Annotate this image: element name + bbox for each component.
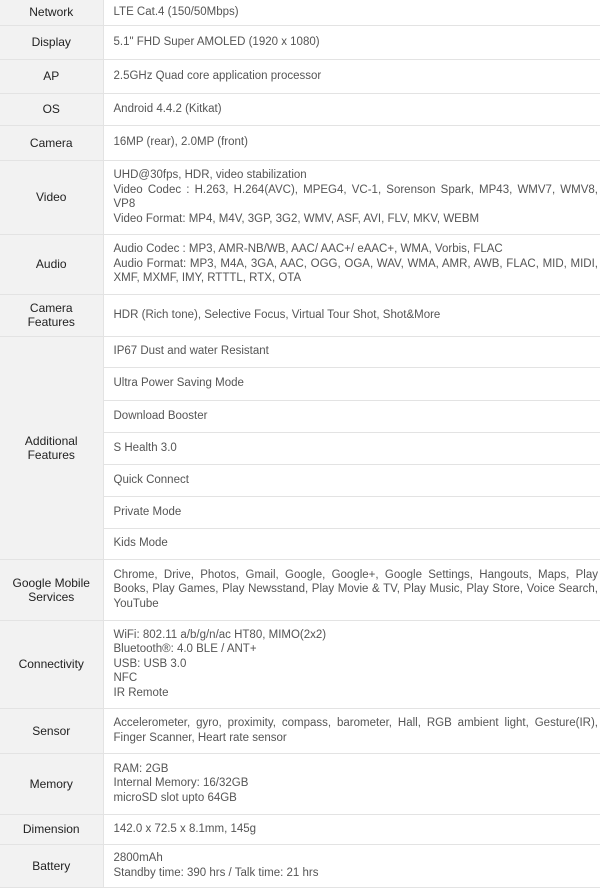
spec-value-line: NFC	[114, 671, 599, 686]
spec-label-text: Additional	[2, 434, 101, 448]
spec-label	[0, 814, 103, 844]
spec-value	[103, 125, 600, 160]
spec-label	[0, 844, 103, 887]
spec-label	[0, 620, 103, 708]
spec-value	[103, 294, 600, 336]
spec-value-line: microSD slot upto 64GB	[114, 791, 599, 806]
spec-value-line: Accelerometer, gyro, proximity, compass, barometer, Hall, RGB ambient light, Gesture(IR), Finger Scanner, Heart rate sensor	[114, 716, 599, 745]
spec-value-line: Android 4.4.2 (Kitkat)	[114, 102, 599, 117]
spec-row-battery	[0, 844, 600, 887]
spec-value-line: RAM: 2GB	[114, 762, 599, 777]
spec-value-line: Video Codec : H.263, H.264(AVC), MPEG4, VC-1, Sorenson Spark, MP43, WMV7, WMV8, VP8	[114, 183, 599, 212]
spec-label	[0, 0, 103, 25]
spec-label	[0, 59, 103, 93]
spec-label	[0, 234, 103, 294]
spec-value-line: 16MP (rear), 2.0MP (front)	[114, 135, 599, 150]
spec-value	[103, 160, 600, 234]
spec-value-line: Video Format: MP4, M4V, 3GP, 3G2, WMV, ASF, AVI, FLV, MKV, WEBM	[114, 212, 599, 227]
feature-item: IP67 Dust and water Resistant	[104, 337, 600, 368]
spec-label	[0, 160, 103, 234]
spec-label	[0, 708, 103, 753]
spec-value	[103, 25, 600, 59]
spec-value-line: 142.0 x 72.5 x 8.1mm, 145g	[114, 822, 599, 837]
spec-row-additional-features	[0, 336, 600, 559]
spec-row-video	[0, 160, 600, 234]
spec-label-text: Camera	[2, 136, 101, 150]
spec-value-line: WiFi: 802.11 a/b/g/n/ac HT80, MIMO(2x2)	[114, 628, 599, 643]
spec-row-os	[0, 93, 600, 125]
spec-label-text: Video	[2, 190, 101, 204]
spec-label	[0, 25, 103, 59]
spec-value-line: Audio Codec : MP3, AMR-NB/WB, AAC/ AAC+/ eAAC+, WMA, Vorbis, FLAC	[114, 242, 599, 257]
spec-value-line: UHD@30fps, HDR, video stabilization	[114, 168, 599, 183]
spec-value-line: LTE Cat.4 (150/50Mbps)	[114, 5, 599, 20]
feature-item: Quick Connect	[104, 465, 600, 497]
spec-value-line: Internal Memory: 16/32GB	[114, 776, 599, 791]
spec-value-line: 5.1" FHD Super AMOLED (1920 x 1080)	[114, 35, 599, 50]
spec-value	[103, 620, 600, 708]
spec-label-text: Sensor	[2, 724, 101, 738]
feature-item: Ultra Power Saving Mode	[104, 368, 600, 401]
spec-value-line: 2800mAh	[114, 851, 599, 866]
spec-label-text: Battery	[2, 859, 101, 873]
spec-row-display	[0, 25, 600, 59]
spec-label-text: Network	[2, 5, 101, 19]
spec-label-text: Audio	[2, 257, 101, 271]
feature-item: Download Booster	[104, 401, 600, 433]
spec-label	[0, 294, 103, 336]
spec-row-ap	[0, 59, 600, 93]
spec-value-line: HDR (Rich tone), Selective Focus, Virtual Tour Shot, Shot&More	[114, 308, 599, 323]
spec-value	[103, 708, 600, 753]
spec-row-audio	[0, 234, 600, 294]
spec-label	[0, 753, 103, 814]
spec-label-text: Memory	[2, 777, 101, 791]
spec-row-dimension	[0, 814, 600, 844]
spec-value-line: 2.5GHz Quad core application processor	[114, 69, 599, 84]
spec-row-camera	[0, 125, 600, 160]
spec-value	[103, 336, 600, 559]
spec-label	[0, 93, 103, 125]
spec-value	[103, 59, 600, 93]
feature-item: Kids Mode	[104, 529, 600, 559]
spec-row-sensor	[0, 708, 600, 753]
feature-item: S Health 3.0	[104, 433, 600, 465]
spec-row-google-mobile-services	[0, 559, 600, 620]
spec-value	[103, 559, 600, 620]
spec-value	[103, 814, 600, 844]
spec-label-text: OS	[2, 102, 101, 116]
spec-value-line: Bluetooth®: 4.0 BLE / ANT+	[114, 642, 599, 657]
spec-value-line: Standby time: 390 hrs / Talk time: 21 hrs	[114, 866, 599, 881]
spec-value-line: IR Remote	[114, 686, 599, 701]
spec-label-text: Services	[2, 590, 101, 604]
spec-label-text: Camera	[2, 301, 101, 315]
spec-value	[103, 93, 600, 125]
spec-value	[103, 234, 600, 294]
spec-value	[103, 844, 600, 887]
spec-value-line: Audio Format: MP3, M4A, 3GA, AAC, OGG, OGA, WAV, WMA, AMR, AWB, FLAC, MID, MIDI, XMF, MXMF, IMY, RTTTL, RTX, OTA	[114, 257, 599, 286]
spec-label-text: Dimension	[2, 822, 101, 836]
spec-label-text: Features	[2, 448, 101, 462]
feature-item: Private Mode	[104, 497, 600, 529]
spec-value-line: Chrome, Drive, Photos, Gmail, Google, Google+, Google Settings, Hangouts, Maps, Play Books, Play Games, Play Newsstand, Play Movie & TV, Play Music, Play Store, Voice Search, YouTube	[114, 568, 599, 612]
spec-label	[0, 336, 103, 559]
spec-label	[0, 559, 103, 620]
spec-value-line: USB: USB 3.0	[114, 657, 599, 672]
spec-row-network	[0, 0, 600, 25]
spec-row-camera-features	[0, 294, 600, 336]
spec-row-memory	[0, 753, 600, 814]
spec-label-text: Features	[2, 315, 101, 329]
spec-label	[0, 125, 103, 160]
spec-value	[103, 753, 600, 814]
spec-label-text: AP	[2, 69, 101, 83]
spec-value	[103, 0, 600, 25]
spec-label-text: Google Mobile	[2, 576, 101, 590]
spec-label-text: Connectivity	[2, 657, 101, 671]
spec-row-connectivity	[0, 620, 600, 708]
spec-label-text: Display	[2, 35, 101, 49]
